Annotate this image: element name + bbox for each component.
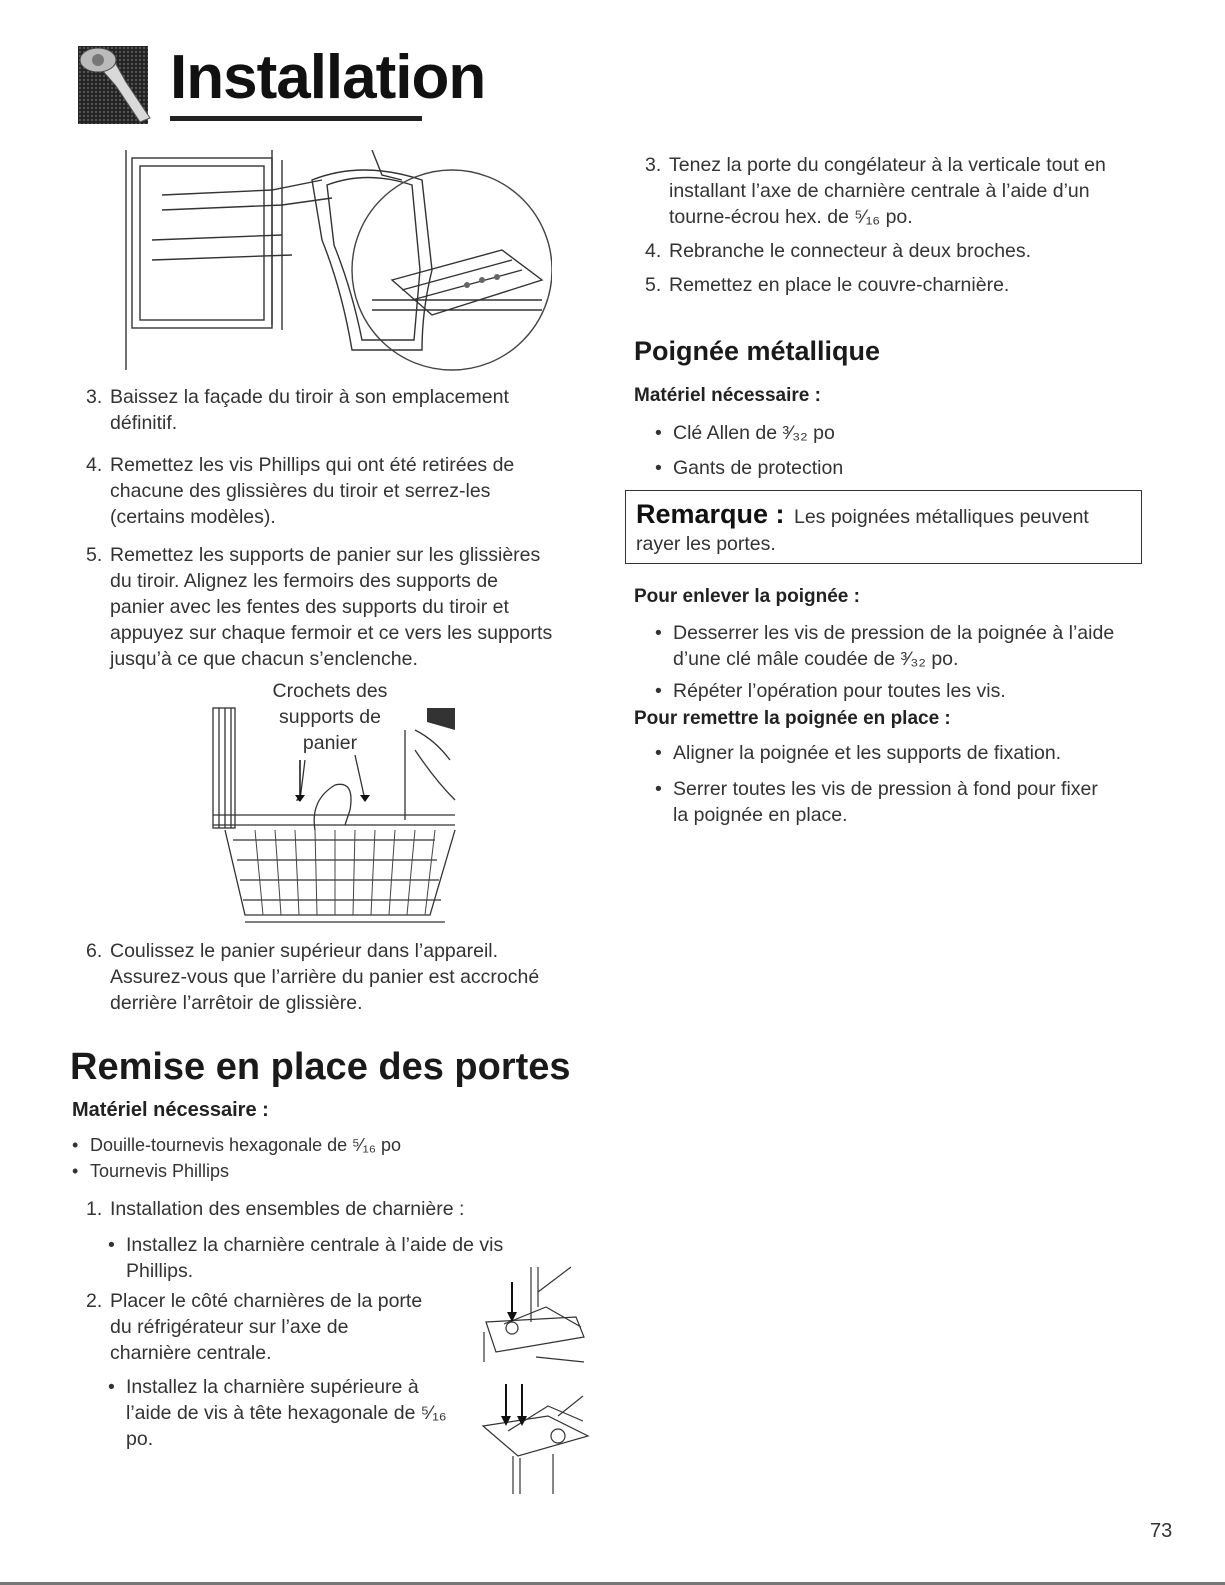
bullet-glyph: • — [655, 778, 662, 800]
step-number: 1. — [86, 1198, 103, 1220]
bullet-glyph: • — [655, 742, 662, 764]
step-line: (certains modèles). — [110, 506, 276, 528]
step-line: Placer le côté charnières de la porte — [110, 1290, 423, 1312]
bullet-line: l’aide de vis à tête hexagonale de ⁵⁄₁₆ — [126, 1402, 447, 1424]
material-text: Douille-tournevis hexagonale de ⁵⁄₁₆ po — [90, 1135, 401, 1155]
step-line: tourne-écrou hex. de ⁵⁄₁₆ po. — [669, 206, 913, 228]
bullet-line: Aligner la poignée et les supports de fixation. — [673, 742, 1062, 764]
wrench-icon — [78, 46, 160, 128]
bullet-glyph: • — [72, 1161, 79, 1181]
bullet-line: Desserrer les vis de pression de la poignée à l’aide — [673, 622, 1115, 644]
step-line: Remettez les supports de panier sur les glissières — [110, 544, 541, 566]
callout-line: panier — [302, 732, 358, 754]
header-logo-block — [78, 46, 160, 128]
callout-line: Crochets des — [272, 680, 388, 702]
bullet-line: Phillips. — [126, 1260, 194, 1282]
page-title: Installation — [170, 43, 486, 112]
materials-heading-left: Matériel nécessaire : — [72, 1099, 269, 1121]
note-text: Les poignées métalliques peuvent — [793, 506, 1089, 528]
center-hinge-illustration — [476, 1262, 591, 1372]
step-line: jusqu’à ce que chacun s’enclenche. — [110, 648, 418, 670]
material-text: Tournevis Phillips — [90, 1161, 230, 1181]
replace-handle-heading: Pour remettre la poignée en place : — [634, 708, 951, 729]
bullet-line: Installez la charnière supérieure à — [126, 1376, 419, 1398]
bullet-glyph: • — [655, 422, 662, 444]
bullet-glyph: • — [655, 622, 662, 644]
step-number: 2. — [86, 1290, 103, 1312]
step-line: Rebranche le connecteur à deux broches. — [669, 240, 1032, 262]
title-underline — [170, 116, 422, 121]
bullet-line: po. — [126, 1428, 154, 1450]
material-text: Clé Allen de ³⁄₃₂ po — [673, 422, 835, 444]
bullet-line: Répéter l’opération pour toutes les vis. — [673, 680, 1006, 702]
step-line: Coulissez le panier supérieur dans l’appareil. — [110, 940, 499, 962]
note-label: Remarque : — [636, 499, 785, 529]
bullet-glyph: • — [108, 1234, 115, 1256]
bullet-glyph: • — [655, 680, 662, 702]
step-line: panier avec les fentes des supports du tiroir et — [110, 596, 509, 618]
step-line: appuyez sur chaque fermoir et ce vers les supports — [110, 622, 553, 644]
bullet-line: la poignée en place. — [673, 804, 848, 826]
top-hinge-illustration — [478, 1376, 593, 1496]
step-line: installant l’axe de charnière centrale à l’aide d’un — [669, 180, 1090, 202]
step-number: 6. — [86, 940, 103, 962]
remove-handle-heading: Pour enlever la poignée : — [634, 586, 860, 607]
materials-heading-right: Matériel nécessaire : — [634, 385, 821, 406]
step-number: 3. — [645, 154, 662, 176]
note-text: rayer les portes. — [636, 533, 776, 555]
step-line: Baissez la façade du tiroir à son emplacement — [110, 386, 509, 408]
step-line: Tenez la porte du congélateur à la verticale tout en — [669, 154, 1106, 176]
step-line: chacune des glissières du tiroir et serrez-les — [110, 480, 491, 502]
step-line: définitif. — [110, 412, 178, 434]
section-title-handle: Poignée métallique — [634, 336, 881, 366]
bullet-line: Installez la charnière centrale à l’aide de vis — [126, 1234, 504, 1256]
step-line: charnière centrale. — [110, 1342, 272, 1364]
step-number: 5. — [645, 274, 662, 296]
step-line: du réfrigérateur sur l’axe de — [110, 1316, 349, 1338]
drawer-front-illustration — [122, 150, 552, 375]
step-line: Remettez en place le couvre-charnière. — [669, 274, 1010, 296]
callout-line: supports de — [279, 706, 381, 728]
bullet-line: Serrer toutes les vis de pression à fond pour fixer — [673, 778, 1098, 800]
step-number: 4. — [86, 454, 103, 476]
basket-callout — [250, 678, 410, 756]
step-line: Installation des ensembles de charnière : — [110, 1198, 465, 1220]
bullet-line: d’une clé mâle coudée de ³⁄₃₂ po. — [673, 648, 959, 670]
step-number: 4. — [645, 240, 662, 262]
step-number: 5. — [86, 544, 103, 566]
material-text: Gants de protection — [673, 457, 844, 479]
bullet-glyph: • — [655, 457, 662, 479]
step-line: Remettez les vis Phillips qui ont été retirées de — [110, 454, 515, 476]
step-line: derrière l’arrêtoir de glissière. — [110, 992, 363, 1014]
page-number: 73 — [1150, 1520, 1173, 1542]
step-line: du tiroir. Alignez les fermoirs des supports de — [110, 570, 499, 592]
bullet-glyph: • — [72, 1135, 79, 1155]
step-number: 3. — [86, 386, 103, 408]
step-line: Assurez-vous que l’arrière du panier est accroché — [110, 966, 540, 988]
section-title-doors: Remise en place des portes — [70, 1046, 571, 1088]
note-box — [625, 490, 1142, 564]
bullet-glyph: • — [108, 1376, 115, 1398]
